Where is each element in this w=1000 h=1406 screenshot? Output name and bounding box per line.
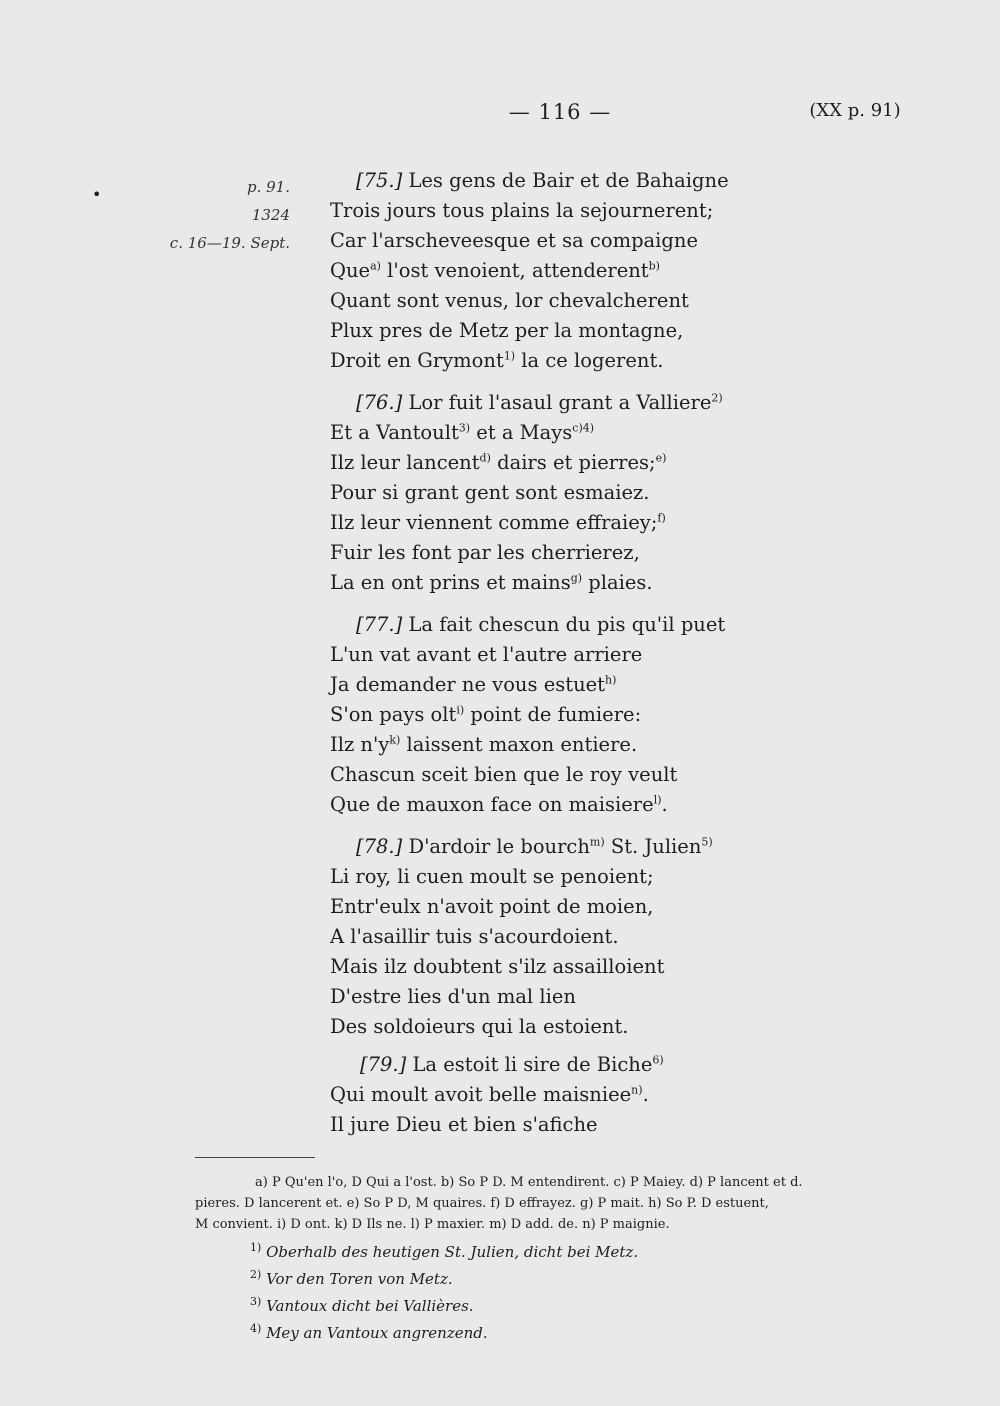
verse-line: Entr'eulx n'avoit point de moien,: [330, 895, 654, 918]
verse-line: Trois jours tous plains la sejournerent;: [330, 199, 714, 222]
verse-line: D'estre lies d'un mal lien: [330, 985, 576, 1008]
footnote: $^{2)}$ Vor den Toren von Metz.: [250, 1268, 453, 1288]
variant-line: a) P Qu'en l'o, D Qui a l'ost. b) So P D. M entendirent. c) P Maiey. d) P lancent et d.: [255, 1175, 803, 1190]
verse-line: Quant sont venus, lor chevalcherent: [330, 289, 689, 312]
verse-line: Chascun sceit bien que le roy veult: [330, 763, 678, 786]
page-number: — 116 —: [508, 100, 612, 124]
verse-line: Que$^{a)}$ l'ost venoient, attenderent$^{b)}$: [330, 259, 660, 282]
verse-line: Que de mauxon face on maisiere$^{l)}$.: [330, 793, 668, 816]
footnote: $^{4)}$ Mey an Vantoux angrenzend.: [250, 1322, 488, 1342]
stanza-number: [79.]: [360, 1053, 407, 1076]
verse-line: L'un vat avant et l'autre arriere: [330, 643, 643, 666]
verse-line: Mais ilz doubtent s'ilz assailloient: [330, 955, 665, 978]
verse-line: Fuir les font par les cherrierez,: [330, 541, 640, 564]
margin-date: c. 16—19. Sept.: [169, 234, 290, 252]
verse-line: Et a Vantoult$^{3)}$ et a Mays$^{c)4)}$: [330, 421, 595, 444]
verse-line: La en ont prins et mains$^{g)}$ plaies.: [330, 571, 653, 594]
footnote-divider: [195, 1157, 315, 1158]
stanza-number: [76.]: [356, 391, 403, 414]
stanza-78: [78.] D'ardoir le bourch$^{m)}$ St. Julien$^{5)}$ Li roy, li cuen moult se penoient; Entr'eulx n'avoit point de moien, A l'asaillir tuis s'acourdoient. Mais ilz doubtent s'ilz assailloient D'estre lies d'un mal lien Des soldoieurs qui la estoient.: [330, 832, 850, 1042]
stanza-76: [76.] Lor fuit l'asaul grant a Valliere$^{2)}$ Et a Vantoult$^{3)}$ et a Mays$^{c)4)}$ Ilz leur lancent$^{d)}$ dairs et pierres;$^{e)}$ Pour si grant gent sont esmaiez. Ilz leur viennent comme effraiey;$^{f)}$ Fuir les font par les cherrierez, La en ont prins et mains$^{g)}$ plaies.: [330, 388, 850, 598]
verse-line: Les gens de Bair et de Bahaigne: [408, 169, 729, 192]
variant-marker: a): [370, 259, 381, 273]
verse-line: Ilz $n'y^{k)}$ laissent maxon entiere.: [330, 733, 638, 756]
verse-line: Des soldoieurs qui la estoient.: [330, 1015, 629, 1038]
margin-page-ref: p. 91.: [247, 178, 290, 196]
verse-line: Li roy, li cuen moult se penoient;: [330, 865, 654, 888]
source-reference: (XX p. 91): [809, 100, 901, 121]
variant-marker: b): [648, 259, 660, 273]
verse-line: Plux pres de Metz per la montagne,: [330, 319, 684, 342]
verse-line: Ilz leur lancent$^{d)}$ dairs et pierres;$^{e)}$: [330, 451, 667, 474]
margin-dot: •: [92, 185, 102, 204]
verse-line: Car l'arscheveesque et sa compaigne: [330, 229, 699, 252]
verse-line: S'on pays olt$^{i)}$ point de fumiere:: [330, 703, 642, 726]
verse-line: Droit en Grymont$^{1)}$ la ce logerent.: [330, 349, 664, 372]
footnote-marker: 2): [711, 391, 723, 405]
stanza-79: [79.] La estoit li sire de Biche$^{6)}$ Qui moult avoit belle maisniee$^{n)}$. Il jure Dieu et bien s'afiche: [330, 1050, 850, 1140]
stanza-number: [77.]: [356, 613, 403, 636]
verse-line: Il jure Dieu et bien s'afiche: [330, 1113, 598, 1136]
footnote: $^{3)}$ Vantoux dicht bei Vallières.: [250, 1295, 474, 1315]
stanza-75: [330, 166, 850, 376]
footnote: $^{1)}$ Oberhalb des heutigen St. Julien, dicht bei Metz.: [250, 1241, 639, 1261]
stanza-77: [77.] La fait chescun du pis qu'il puet L'un vat avant et l'autre arriere Ja demander ne vous estuet$^{h)}$ S'on pays olt$^{i)}$ point de fumiere: Ilz $n'y^{k)}$ laissent maxon entiere. Chascun sceit bien que le roy veult Que de mauxon face on maisiere$^{l)}$.: [330, 610, 850, 820]
footnote-marker: 1): [503, 349, 516, 363]
verse-line: A l'asaillir tuis s'acourdoient.: [330, 925, 619, 948]
verse-line: Qui moult avoit belle maisniee$^{n)}$.: [330, 1083, 649, 1106]
margin-year: 1324: [251, 206, 290, 224]
verse-line: Pour si grant gent sont esmaiez.: [330, 481, 650, 504]
variant-line: M convient. i) D ont. k) D Ils ne. l) P maxier. m) D add. de. n) P maignie.: [195, 1217, 670, 1232]
variant-line: pieres. D lancerent et. e) So P D, M quaires. f) D effrayez. g) P mait. h) So P. D estuent,: [195, 1196, 769, 1211]
verse-line: Ja demander ne vous estuet$^{h)}$: [330, 673, 617, 696]
stanza-number: [78.]: [356, 835, 403, 858]
variant-apparatus: [195, 1172, 965, 1235]
stanza-number: [75.]: [356, 169, 403, 192]
verse-line: Ilz leur viennent comme effraiey;$^{f)}$: [330, 511, 666, 534]
